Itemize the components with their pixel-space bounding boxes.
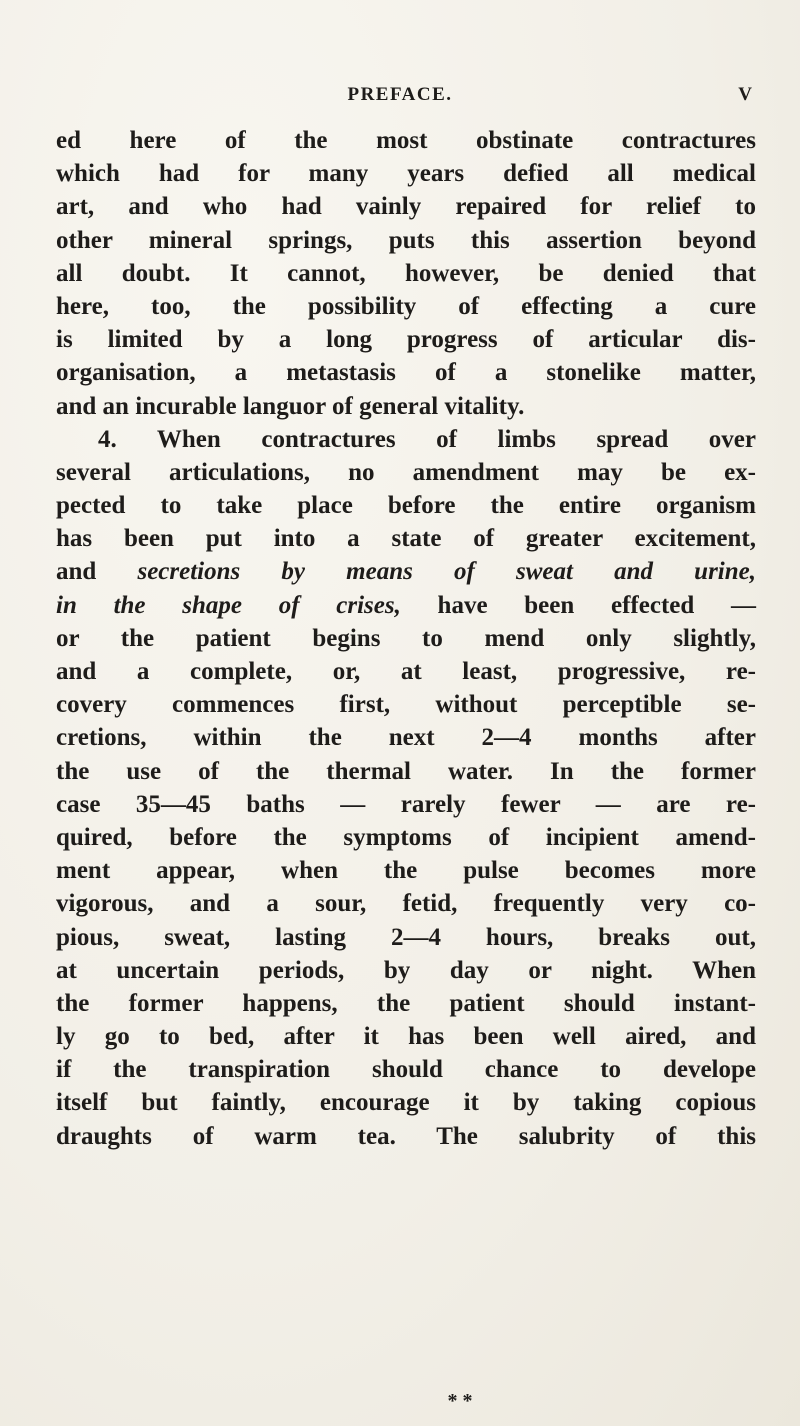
text-line: the use of the thermal water. In the former: [56, 757, 756, 785]
text-line: here, too, the possibility of effecting a cure: [56, 292, 756, 320]
text-line: ed here of the most obstinate contractures: [56, 127, 756, 154]
text-line: covery commences first, without perceptible se-: [56, 691, 756, 719]
text-line: pious, sweat, lasting 2—4 hours, breaks out,: [56, 923, 756, 951]
text-line: art, and who had vainly repaired for relief to: [56, 193, 756, 221]
text-line: quired, before the symptoms of incipient amend-: [56, 823, 756, 851]
running-head: PREFACE.: [347, 84, 453, 105]
text-line: pected to take place before the entire organism: [56, 492, 756, 520]
text-line: other mineral springs, puts this assertion beyond: [56, 226, 756, 254]
text-line: the former happens, the patient should instant-: [56, 989, 756, 1017]
text-line: ly go to bed, after it has been well aired, and: [56, 1023, 756, 1051]
page-header: [0, 84, 800, 114]
text-line: itself but faintly, encourage it by taking copious: [56, 1089, 756, 1117]
text-line: 4. When contractures of limbs spread over: [98, 425, 756, 453]
text-line: if the transpiration should chance to develope: [56, 1056, 756, 1084]
text-line: which had for many years defied all medical: [56, 160, 756, 188]
text-line: is limited by a long progress of articular dis-: [56, 326, 756, 354]
text-line: at uncertain periods, by day or night. When: [56, 956, 756, 984]
text-italic: in the shape of crises,: [56, 591, 401, 619]
text-line: cretions, within the next 2—4 months after: [56, 724, 756, 752]
signature-mark: * *: [447, 1390, 473, 1412]
text-line: organisation, a metastasis of a stonelike matter,: [56, 359, 756, 387]
text-line-mixed: [56, 555, 756, 588]
text-line: and an incurable languor of general vitality.: [56, 392, 525, 420]
text-line: or the patient begins to mend only slightly,: [56, 624, 756, 652]
text-line: has been put into a state of greater excitement,: [56, 525, 756, 553]
text-roman: and: [56, 558, 138, 586]
text-roman: have been effected —: [400, 591, 756, 619]
text-line: case 35—45 baths — rarely fewer — are re-: [56, 790, 756, 818]
text-italic: secretions by means of sweat and urine,: [137, 558, 757, 586]
page-number: V: [738, 84, 752, 105]
text-line: several articulations, no amendment may be ex-: [56, 458, 756, 486]
text-line: and a complete, or, at least, progressive, re-: [56, 658, 756, 685]
text-line: ment appear, when the pulse becomes more: [56, 857, 756, 885]
text-line: draughts of warm tea. The salubrity of this: [56, 1122, 756, 1150]
body-text: [56, 124, 756, 1153]
text-line: vigorous, and a sour, fetid, frequently very co-: [56, 890, 756, 918]
text-line: all doubt. It cannot, however, be denied that: [56, 259, 756, 287]
text-line-mixed: [56, 589, 756, 622]
